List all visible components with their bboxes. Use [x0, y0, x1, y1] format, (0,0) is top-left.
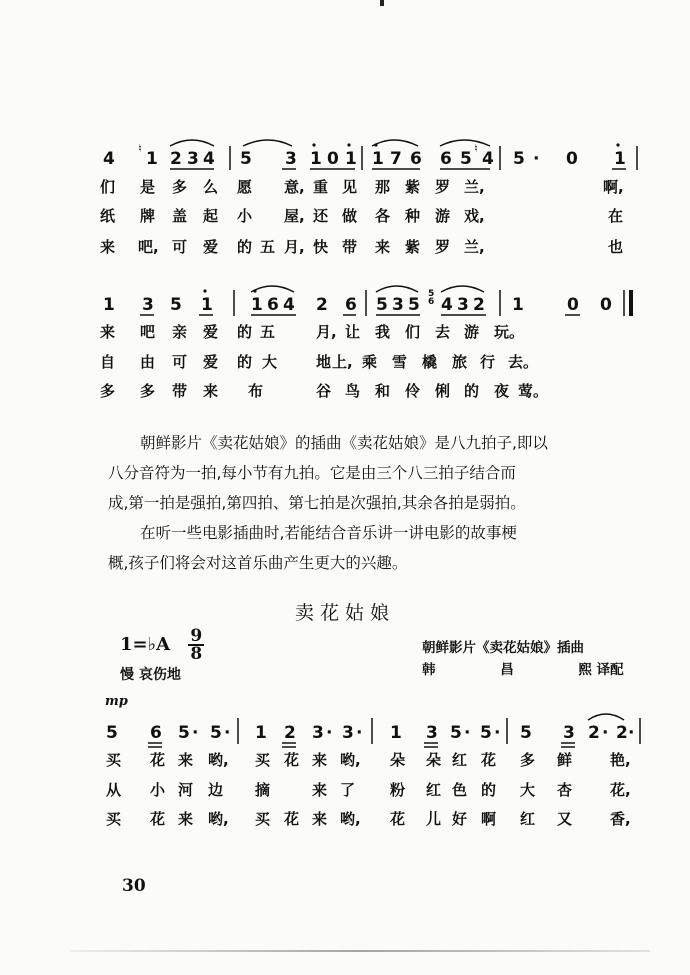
svg-text:4: 4	[441, 295, 453, 315]
svg-text:5: 5	[178, 723, 190, 743]
svg-text:3: 3	[563, 723, 575, 743]
time-top: 9	[190, 626, 203, 646]
svg-text:2: 2	[473, 295, 485, 315]
svg-text:♮: ♮	[138, 142, 142, 155]
lyrics-line-1a: 们 是 多 么 愿 意, 重 见 那 紫 罗 兰, 啊,	[100, 178, 624, 196]
svg-text:1: 1	[251, 295, 263, 315]
time-signature	[188, 628, 204, 662]
svg-text:·: ·	[356, 723, 363, 743]
svg-text:5: 5	[520, 723, 532, 743]
svg-text:6: 6	[345, 295, 357, 315]
lyrics-line-1c: 来 吧, 可 爱 的 五 月, 快 带 来 紫 罗 兰, 也	[100, 238, 624, 256]
svg-text:6: 6	[428, 297, 435, 307]
svg-text:4: 4	[103, 149, 115, 169]
svg-text:3: 3	[187, 149, 199, 169]
svg-text:1: 1	[614, 149, 626, 169]
svg-text:3: 3	[342, 723, 354, 743]
svg-text:7: 7	[390, 149, 402, 169]
credit-line-2	[422, 658, 642, 678]
scan-mark	[380, 0, 384, 6]
svg-text:♮: ♮	[474, 142, 478, 155]
song-lyrics-3: 买 花 来 哟, 买 花 来 哟, 花 儿 好 啊 红 又 香,	[106, 810, 631, 828]
lyrics-line-1b: 纸 牌 盖 起 小 屋, 还 做 各 种 游 戏, 在	[100, 207, 624, 225]
svg-text:2: 2	[170, 149, 182, 169]
para-line-1: 朝鲜影片《卖花姑娘》的插曲《卖花姑娘》是八九拍子,即以	[140, 434, 548, 452]
svg-text:3: 3	[426, 723, 438, 743]
svg-text:4: 4	[203, 149, 215, 169]
svg-text:·: ·	[494, 723, 501, 743]
explanation-text	[108, 428, 648, 578]
para-line-5: 概,孩子们将会对这首乐曲产生更大的兴趣。	[108, 554, 408, 572]
key-signature	[120, 628, 204, 662]
svg-text:·: ·	[602, 723, 609, 743]
svg-text:5: 5	[170, 295, 182, 315]
svg-text:6: 6	[267, 295, 279, 315]
svg-text:1: 1	[390, 723, 402, 743]
svg-text:5: 5	[428, 289, 435, 299]
svg-text:3: 3	[392, 295, 404, 315]
svg-text:3: 3	[457, 295, 469, 315]
svg-text:2: 2	[316, 295, 328, 315]
svg-text:·: ·	[464, 723, 471, 743]
svg-text:2: 2	[616, 723, 628, 743]
svg-text:1: 1	[310, 149, 322, 169]
svg-text:·: ·	[628, 723, 635, 743]
svg-text:2: 2	[588, 723, 600, 743]
svg-text:5: 5	[460, 149, 472, 169]
svg-text:3: 3	[142, 295, 154, 315]
svg-text:·: ·	[326, 723, 333, 743]
lyrics-line-2c: 多 多 带 来 布 谷 鸟 和 伶 俐 的 夜 莺。	[100, 382, 549, 400]
svg-text:1: 1	[146, 149, 158, 169]
song-lyrics-2: 从 小 河 边 摘 来 了 粉 红 色 的 大 杏 花,	[106, 781, 631, 799]
svg-text:5: 5	[480, 723, 492, 743]
svg-text:1: 1	[512, 295, 524, 315]
svg-text:1: 1	[201, 295, 213, 315]
svg-text:5: 5	[210, 723, 222, 743]
credit-name-2: 昌	[500, 662, 514, 678]
svg-text:5: 5	[513, 149, 525, 169]
page-number: 30	[122, 876, 146, 896]
svg-text:1: 1	[103, 295, 115, 315]
svg-text:5: 5	[240, 149, 252, 169]
dynamic-marking: mp	[105, 694, 128, 709]
svg-text:1: 1	[345, 149, 357, 169]
svg-text:3: 3	[285, 149, 297, 169]
svg-text:3: 3	[312, 723, 324, 743]
lyrics-line-2a: 来 吧 亲 爱 的 五 月, 让 我 们 去 游 玩。	[100, 323, 525, 341]
song-title: 卖花姑娘	[294, 602, 395, 624]
svg-text:0: 0	[567, 295, 579, 315]
svg-text:2: 2	[284, 723, 296, 743]
svg-text:1: 1	[255, 723, 267, 743]
para-line-3: 成,第一拍是强拍,第四拍、第七拍是次强拍,其余各拍是弱拍。	[108, 494, 526, 512]
svg-text:6: 6	[410, 149, 422, 169]
svg-text:·: ·	[224, 723, 231, 743]
svg-text:1: 1	[372, 149, 384, 169]
song-lyrics-1: 买 花 来 哟, 买 花 来 哟, 朵 朵 红 花 多 鲜 艳,	[106, 751, 631, 769]
svg-text:0: 0	[566, 149, 578, 169]
svg-text:6: 6	[440, 149, 452, 169]
para-line-4: 在听一些电影插曲时,若能结合音乐讲一讲电影的故事梗	[140, 524, 517, 542]
svg-text:5: 5	[376, 295, 388, 315]
key-text: 1=♭A	[120, 634, 171, 655]
credit-name-3: 熙 译配	[578, 662, 624, 678]
lyrics-line-2b: 自 由 可 爱 的 大 地 上, 乘 雪 橇 旅 行 去。	[100, 353, 539, 371]
svg-text:·: ·	[533, 149, 540, 169]
svg-text:0: 0	[327, 149, 339, 169]
svg-text:5: 5	[106, 723, 118, 743]
credit-line-1: 朝鲜影片《卖花姑娘》插曲	[422, 640, 584, 656]
svg-text:5: 5	[450, 723, 462, 743]
svg-text:4: 4	[482, 149, 494, 169]
credit-name-1: 韩	[422, 662, 436, 678]
svg-text:0: 0	[600, 295, 612, 315]
svg-text:6: 6	[150, 723, 162, 743]
svg-text:5: 5	[408, 295, 420, 315]
scan-edge	[70, 950, 650, 952]
svg-text:4: 4	[283, 295, 295, 315]
tempo-marking: 慢 哀伤地	[120, 667, 181, 683]
svg-text:·: ·	[192, 723, 199, 743]
para-line-2: 八分音符为一拍,每小节有九拍。它是由三个八三拍子结合而	[108, 464, 516, 482]
time-bottom: 8	[190, 644, 203, 664]
